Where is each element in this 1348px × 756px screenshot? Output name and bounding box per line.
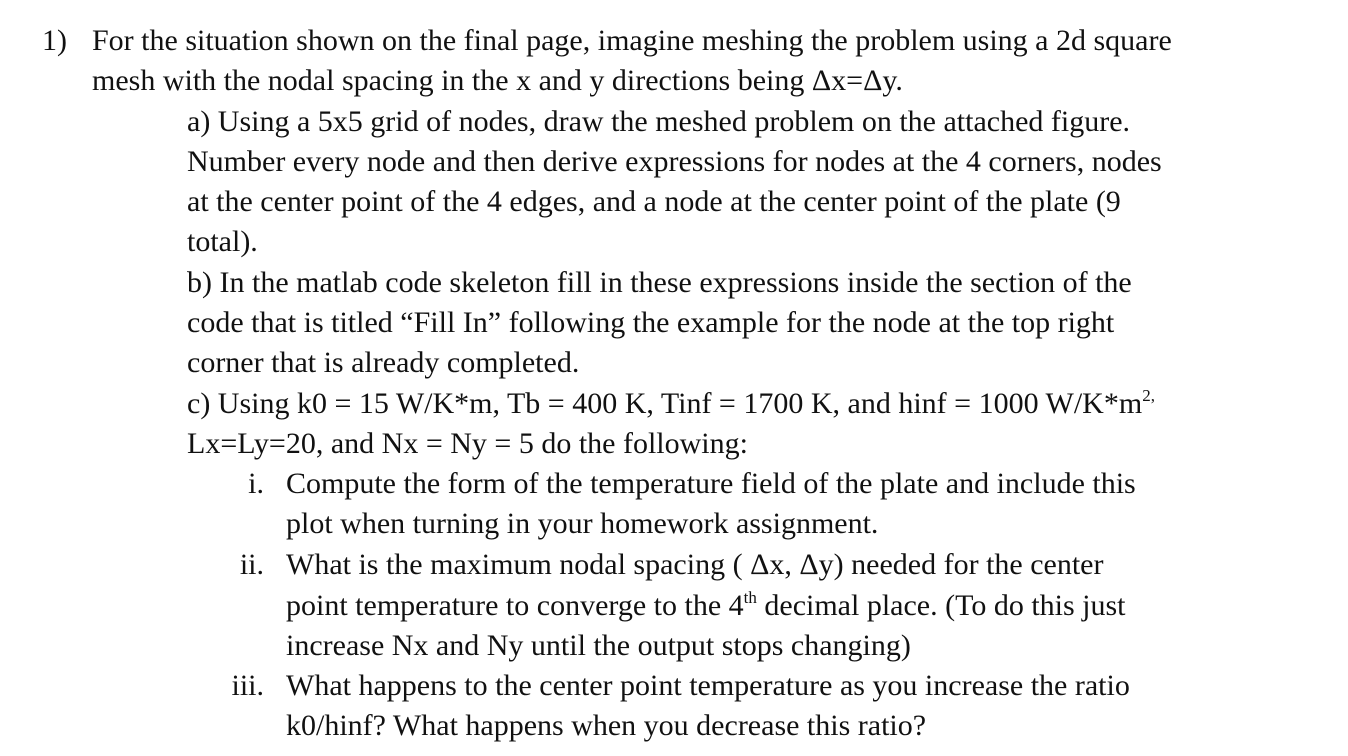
part-c-superscript: 2, [1142, 386, 1155, 405]
part-a-line-2: Number every node and then derive expressions for nodes at the 4 corners, nodes [187, 145, 1162, 178]
intro-line-2: mesh with the nodal spacing in the x and y directions being Δx=Δy. [92, 64, 903, 97]
sub-item-iii-line-2: k0/hinf? What happens when you decrease this ratio? [286, 709, 927, 742]
sub-item-ii-line-2 [286, 586, 1126, 626]
part-a-line-1: a) Using a 5x5 grid of nodes, draw the meshed problem on the attached figure. [187, 105, 1131, 138]
sub-item-i-marker: i. [248, 467, 264, 500]
sub-item-ii-line-1: What is the maximum nodal spacing ( Δx, Δy) needed for the center [286, 548, 1104, 581]
part-a-line-3: at the center point of the 4 edges, and a node at the center point of the plate (9 [187, 185, 1121, 218]
part-b-line-1: b) In the matlab code skeleton fill in these expressions inside the section of the [187, 266, 1132, 299]
part-b-line-3: corner that is already completed. [187, 346, 580, 379]
part-c-line-1 [187, 384, 1155, 424]
ordinal-superscript: th [743, 588, 757, 607]
intro-line-1: For the situation shown on the final page, imagine meshing the problem using a 2d square [92, 24, 1172, 57]
part-a-line-4: total). [187, 225, 258, 258]
sub-item-i-line-1: Compute the form of the temperature field of the plate and include this [286, 467, 1136, 500]
part-c-line-2: Lx=Ly=20, and Nx = Ny = 5 do the following: [187, 427, 748, 460]
sub-item-iii-line-1: What happens to the center point temperature as you increase the ratio [286, 669, 1130, 702]
question-number: 1) [42, 24, 67, 57]
sub-item-iii-marker: iii. [231, 669, 264, 702]
sub-item-i-line-2: plot when turning in your homework assignment. [286, 507, 879, 540]
sub-item-ii-line-3: increase Nx and Ny until the output stops changing) [286, 629, 911, 662]
part-b-line-2: code that is titled “Fill In” following the example for the node at the top right [187, 306, 1115, 339]
sub-item-ii-line-2-pre: point temperature to converge to the 4 [286, 589, 744, 622]
sub-item-ii-line-2-post: decimal place. (To do this just [756, 589, 1126, 622]
part-c-line-1-text: c) Using k0 = 15 W/K*m, Tb = 400 K, Tinf = 1700 K, and hinf = 1000 W/K*m [187, 387, 1143, 420]
sub-item-ii-marker: ii. [239, 548, 264, 581]
